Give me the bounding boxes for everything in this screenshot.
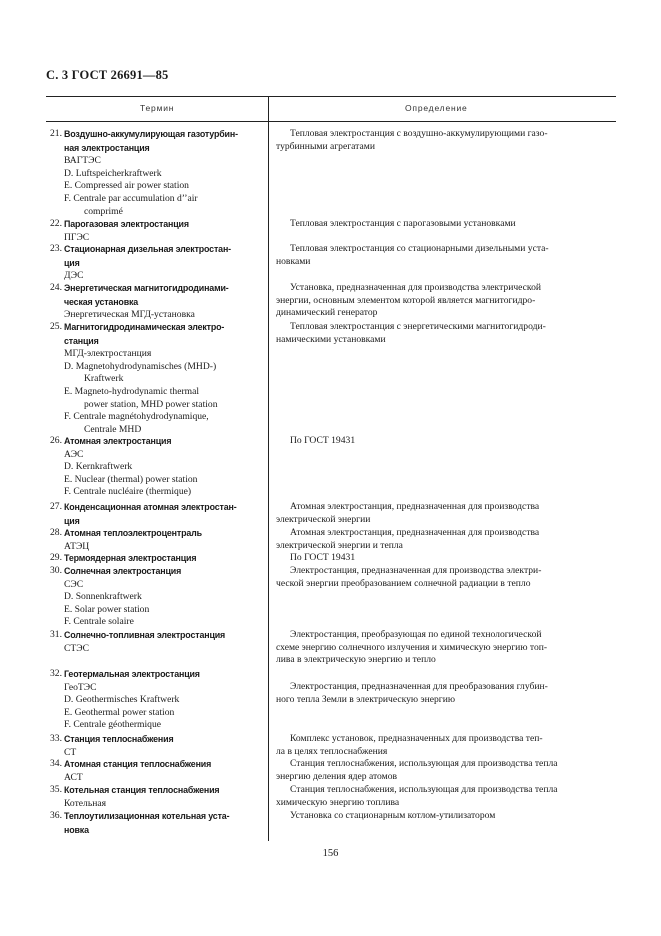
term-synonym: СТ (64, 746, 77, 758)
definition-text: Установка, предназначенная для производства электрической (290, 282, 542, 293)
term-name: Атомная станция теплоснабжения (64, 759, 212, 769)
definition-text: Тепловая электростанция со стационарными дизельными уста- (290, 243, 549, 254)
term-name: Геотермальная электростанция (64, 669, 200, 679)
term-synonym: F. Centrale magnétohydrodynamique, (64, 411, 209, 423)
term-synonym: power station, MHD power station (84, 398, 218, 410)
page-header: С. 3 ГОСТ 26691—85 (46, 68, 169, 82)
definition-entry (276, 128, 600, 153)
term-synonym: E. Nuclear (thermal) power station (64, 473, 198, 485)
term-name: Солнечная электростанция (64, 566, 182, 576)
definition-entry (276, 552, 600, 565)
definition-entry (276, 758, 600, 783)
definition-text: Тепловая электростанция с воздушно-аккумулирующими газо- (290, 128, 548, 139)
term-synonym: СТЭС (64, 642, 89, 654)
definition-entry (276, 733, 600, 758)
term-synonym: АЭС (64, 448, 84, 460)
term-entry (50, 218, 264, 244)
term-synonym: E. Magneto-hydrodynamic thermal (64, 385, 200, 397)
column-divider (268, 97, 269, 841)
term-name: Энергетическая магнитогидродинами- (64, 283, 229, 293)
term-synonym: СЭС (64, 578, 84, 590)
term-name: Термоядерная электростанция (64, 553, 197, 563)
definition-text: химическую энергию топлива (276, 796, 400, 808)
term-name: Атомная электростанция (64, 436, 172, 446)
term-name: Конденсационная атомная электростан- (64, 502, 237, 512)
definition-text: схеме энергию солнечного излучения и химическую энергию топ- (276, 641, 548, 653)
term-synonym: D. Sonnenkraftwerk (64, 591, 142, 603)
definition-entry (276, 501, 600, 526)
term-synonym: F. Centrale géothermique (64, 719, 162, 731)
definition-text: энергии, основным элементом которой является магнитогидро- (276, 294, 536, 306)
definition-text: лива в электрическую энергию и тепло (276, 654, 436, 666)
definition-text: Станция теплоснабжения, использующая для производства тепла (290, 784, 558, 795)
term-name: Воздушно-аккумулирующая газотурбин- (64, 129, 238, 139)
term-synonym: D. Magnetohydrodynamisches (MHD-) (64, 360, 217, 372)
term-name: ческая установка (64, 296, 139, 307)
term-synonym: F. Centrale nucléaire (thermique) (64, 486, 192, 498)
term-name: станция (64, 335, 99, 346)
definition-text: Электростанция, предназначенная для преобразования глубин- (290, 681, 548, 692)
definition-text: новками (276, 255, 311, 267)
term-name: Стационарная дизельная электростан- (64, 244, 231, 254)
term-entry (50, 243, 264, 283)
definition-entry (276, 282, 600, 320)
definition-text: Электростанция, преобразующая по единой технологической (290, 629, 542, 640)
definition-text: Тепловая электростанция с парогазовыми установками (290, 218, 516, 229)
column-header-definition: Определение (405, 103, 468, 113)
term-entry (50, 552, 264, 566)
term-number: 28. (50, 527, 62, 538)
term-entry (50, 784, 264, 810)
term-synonym: comprimé (84, 205, 123, 217)
definition-text: Установка со стационарным котлом-утилизатором (290, 810, 496, 821)
term-entry (50, 565, 264, 629)
definition-text: намическими установками (276, 333, 386, 345)
term-number: 35. (50, 784, 62, 795)
definition-text: энергию деления ядер атомов (276, 770, 398, 782)
term-entry (50, 282, 264, 322)
term-name: новка (64, 824, 89, 835)
table-top-rule (46, 96, 616, 97)
term-name: Магнитогидродинамическая электро- (64, 322, 225, 332)
term-name: Солнечно-топливная электростанция (64, 630, 226, 640)
term-synonym: F. Centrale solaire (64, 616, 134, 628)
term-entry (50, 758, 264, 784)
term-synonym: D. Kernkraftwerk (64, 461, 133, 473)
definition-text: По ГОСТ 19431 (290, 435, 356, 446)
term-synonym: F. Centrale par accumulation d’’air (64, 192, 198, 204)
term-entry (50, 128, 264, 218)
term-number: 33. (50, 733, 62, 744)
definition-text: ла в целях теплоснабжения (276, 745, 388, 757)
term-number: 31. (50, 629, 62, 640)
term-name: Станция теплоснабжения (64, 734, 174, 744)
definition-text: электрической энергии (276, 513, 371, 525)
term-number: 36. (50, 810, 62, 821)
term-synonym: ГеоТЭС (64, 681, 97, 693)
column-header-term: Термин (140, 103, 175, 113)
term-number: 22. (50, 218, 62, 229)
term-synonym: АСТ (64, 771, 83, 783)
definition-text: динамический генератор (276, 307, 378, 319)
term-synonym: Энергетическая МГД-установка (64, 309, 195, 321)
term-number: 34. (50, 758, 62, 769)
term-name: ция (64, 515, 80, 526)
term-synonym: МГД-электростанция (64, 348, 152, 360)
definition-entry (276, 784, 600, 809)
term-entry (50, 629, 264, 655)
definition-text: По ГОСТ 19431 (290, 552, 356, 563)
definition-entry (276, 810, 600, 823)
term-name: Атомная теплоэлектроцентраль (64, 528, 202, 538)
term-synonym: ВАГТЭС (64, 155, 101, 167)
definition-text: электрической энергии и тепла (276, 539, 403, 551)
definition-text: турбинными агрегатами (276, 140, 375, 152)
term-number: 29. (50, 552, 62, 563)
term-synonym: Centrale MHD (84, 423, 142, 435)
definition-entry (276, 321, 600, 346)
term-name: ция (64, 257, 80, 268)
definition-text: ного тепла Земли в электрическую энергию (276, 693, 456, 705)
table-header-rule (46, 121, 616, 122)
term-number: 24. (50, 282, 62, 293)
definition-entry (276, 218, 600, 231)
term-synonym: Kraftwerk (84, 373, 124, 385)
term-synonym: E. Compressed air power station (64, 180, 189, 192)
term-number: 26. (50, 435, 62, 446)
definition-text: Тепловая электростанция с энергетическими магнитогидроди- (290, 321, 546, 332)
definition-text: Атомная электростанция, предназначенная для производства (290, 501, 540, 512)
term-name: Котельная станция теплоснабжения (64, 785, 220, 795)
term-synonym: АТЭЦ (64, 540, 90, 552)
term-synonym: D. Luftspeicherkraftwerk (64, 167, 162, 179)
term-synonym: Котельная (64, 797, 107, 809)
definition-entry (276, 681, 600, 706)
term-synonym: ПГЭС (64, 231, 90, 243)
term-synonym: ДЭС (64, 270, 84, 282)
definition-text: ческой энергии преобразованием солнечной радиации в тепло (276, 577, 531, 589)
term-entry (50, 527, 264, 553)
definition-entry (276, 435, 600, 448)
term-synonym: E. Geothermal power station (64, 706, 175, 718)
page-number: 156 (322, 848, 339, 859)
definition-entry (276, 243, 600, 268)
term-number: 23. (50, 243, 62, 254)
term-number: 21. (50, 128, 62, 139)
definition-entry (276, 527, 600, 552)
definition-entry (276, 629, 600, 667)
term-number: 27. (50, 501, 62, 512)
term-entry (50, 501, 264, 528)
definition-entry (276, 565, 600, 590)
definition-text: Станция теплоснабжения, использующая для производства тепла (290, 758, 558, 769)
term-entry (50, 810, 264, 837)
definition-text: Комплекс установок, предназначенных для производства теп- (290, 733, 543, 744)
term-entry (50, 668, 264, 732)
term-number: 32. (50, 668, 62, 679)
definition-text: Электростанция, предназначенная для производства электри- (290, 565, 542, 576)
term-name: Парогазовая электростанция (64, 219, 189, 229)
term-name: Теплоутилизационная котельная уста- (64, 811, 230, 821)
term-number: 25. (50, 321, 62, 332)
definition-text: Атомная электростанция, предназначенная для производства (290, 527, 540, 538)
term-synonym: E. Solar power station (64, 603, 150, 615)
term-entry (50, 733, 264, 759)
term-entry (50, 321, 264, 436)
term-number: 30. (50, 565, 62, 576)
term-synonym: D. Geothermisches Kraftwerk (64, 694, 180, 706)
term-name: ная электростанция (64, 142, 150, 153)
term-entry (50, 435, 264, 499)
